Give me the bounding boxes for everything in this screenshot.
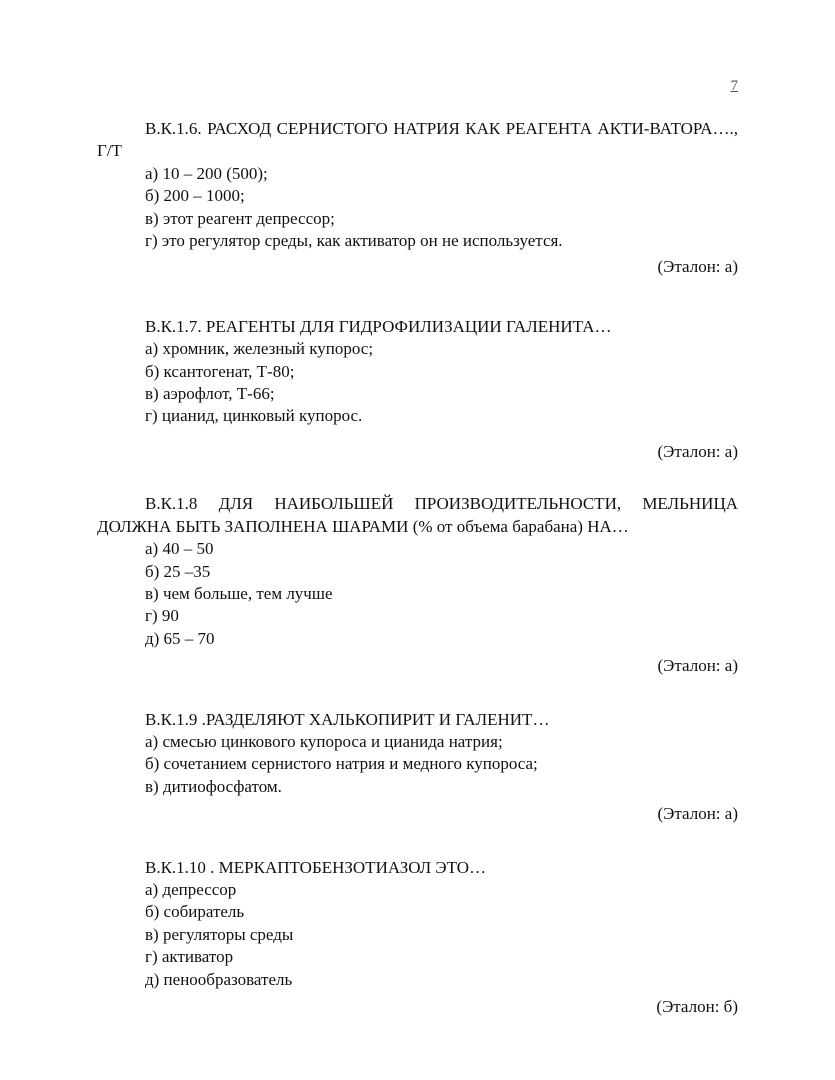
question-5-option-d: г) активатор [145, 947, 234, 967]
question-2-option-b: б) ксантогенат, Т-80; [145, 361, 295, 381]
question-1-option-d: г) это регулятор среды, как активатор он не используется. [145, 231, 563, 251]
page-number: 7 [730, 78, 738, 94]
question-3-option-e: д) 65 – 70 [145, 628, 215, 648]
question-2-title: В.К.1.7. РЕАГЕНТЫ ДЛЯ ГИДРОФИЛИЗАЦИИ ГАЛЕНИТА… [145, 316, 612, 336]
question-3-option-c: в) чем больше, тем лучше [145, 583, 333, 603]
question-4-title: В.К.1.9 .РАЗДЕЛЯЮТ ХАЛЬКОПИРИТ И ГАЛЕНИТ… [145, 709, 550, 729]
question-4-option-c: в) дитиофосфатом. [145, 776, 282, 796]
question-1 [97, 118, 738, 279]
question-1-answer-key: (Эталон: а) [657, 257, 738, 277]
question-2-option-d: г) цианид, цинковый купорос. [145, 406, 363, 426]
question-1-option-a: а) 10 – 200 (500); [145, 163, 268, 183]
question-5-option-a: а) депрессор [145, 879, 237, 899]
question-2-answer-key: (Эталон: а) [657, 441, 738, 461]
question-5-title: В.К.1.10 . МЕРКАПТОБЕНЗОТИАЗОЛ ЭТО… [145, 857, 487, 877]
question-3-option-b: б) 25 –35 [145, 561, 211, 581]
question-2 [97, 316, 738, 463]
question-5-option-e: д) пенообразователь [145, 969, 293, 989]
question-4-option-b: б) сочетанием сернистого натрия и медного купороса; [145, 754, 538, 774]
question-1-title: В.К.1.6. РАСХОД СЕРНИСТОГО НАТРИЯ КАК РЕАГЕНТА АКТИ-ВАТОРА…., Г/Т [97, 119, 738, 161]
question-4-option-a: а) смесью цинкового купороса и цианида натрия; [145, 731, 503, 751]
question-5 [97, 857, 738, 1019]
question-2-option-a: а) хромник, железный купорос; [145, 339, 374, 359]
question-list [97, 118, 738, 1018]
question-3-option-d: г) 90 [145, 606, 179, 626]
question-1-option-b: б) 200 – 1000; [145, 186, 245, 206]
question-3-answer-key: (Эталон: а) [657, 656, 738, 676]
question-5-option-c: в) регуляторы среды [145, 924, 294, 944]
question-4 [97, 709, 738, 826]
question-3-title: В.К.1.8 ДЛЯ НАИБОЛЬШЕЙ ПРОИЗВОДИТЕЛЬНОСТИ, МЕЛЬНИЦА ДОЛЖНА БЫТЬ ЗАПОЛНЕНА ШАРАМИ (% от объема барабана) НА… [97, 494, 738, 536]
question-2-option-c: в) аэрофлот, Т-66; [145, 384, 275, 404]
question-3 [97, 493, 738, 677]
question-4-answer-key: (Эталон: а) [657, 804, 738, 824]
question-1-option-c: в) этот реагент депрессор; [145, 208, 335, 228]
question-5-answer-key: (Эталон: б) [656, 997, 738, 1016]
question-3-option-a: а) 40 – 50 [145, 539, 214, 559]
question-5-option-b: б) собиратель [145, 902, 245, 922]
